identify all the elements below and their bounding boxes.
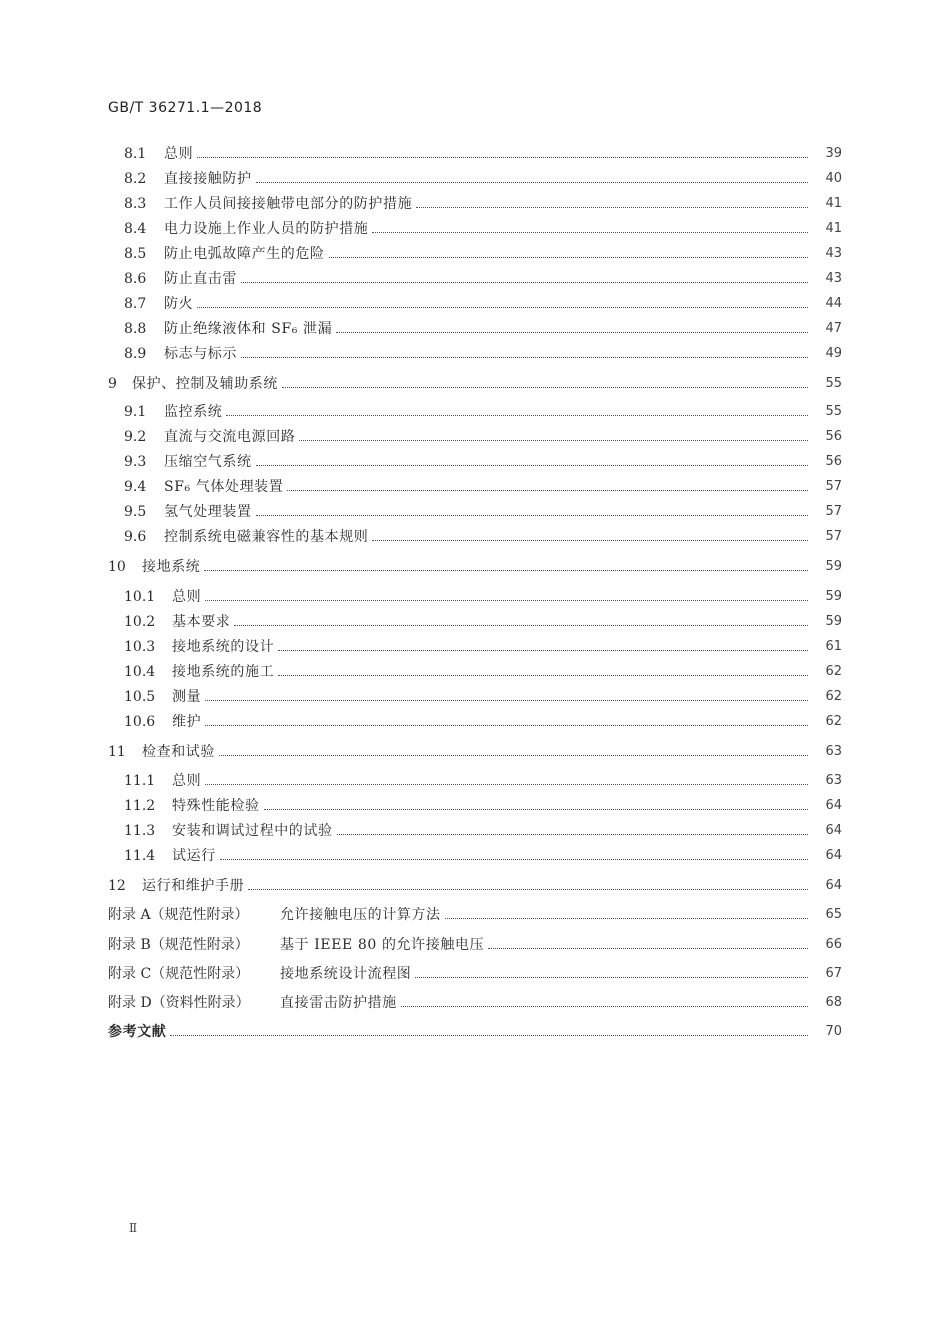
toc-entry-title: 检查和试验 [142,744,215,760]
dot-leader [256,464,808,466]
dot-leader [205,724,808,726]
toc-entry-title: 试运行 [172,848,216,864]
toc-entry-title: 接地系统的设计 [172,639,275,655]
toc-entry-title: 维护 [172,714,202,730]
toc-entry-page: 64 [825,878,842,893]
toc-entry[interactable] [0,526,950,548]
toc-entry-page: 43 [825,271,842,286]
dot-leader [299,439,808,441]
toc-entry-title: 总则 [172,773,202,789]
toc-entry-page: 59 [825,559,842,574]
dot-leader [401,1005,808,1007]
dot-leader [278,674,808,676]
toc-entry[interactable] [0,143,950,165]
toc-entry-number: 附录 C（规范性附录） [108,966,250,982]
dot-leader [488,947,808,949]
dot-leader [241,281,808,283]
page-number-footer: Ⅱ [129,1221,138,1235]
toc-entry-number: 10.1 [124,589,156,605]
toc-entry[interactable] [0,218,950,240]
dot-leader [282,386,808,388]
toc-entry-number: 10.5 [124,689,156,705]
toc-entry-page: 66 [825,937,842,952]
toc-entry-number: 8.7 [124,296,147,312]
toc-entry-title: 监控系统 [164,404,223,420]
toc-entry-title: 安装和调试过程中的试验 [172,823,333,839]
toc-entry-page: 55 [825,376,842,391]
toc-entry[interactable] [0,934,950,956]
toc-entry-title: 允许接触电压的计算方法 [280,907,441,923]
toc-entry-number: 11 [108,744,126,760]
toc-entry-page: 63 [825,773,842,788]
toc-entry[interactable] [0,501,950,523]
toc-entry-title: 直流与交流电源回路 [164,429,296,445]
toc-entry[interactable] [0,820,950,842]
toc-entry-title: 接地系统设计流程图 [280,966,412,982]
toc-entry-number: 11.4 [124,848,156,864]
toc-entry-number: 8.4 [124,221,147,237]
toc-entry[interactable] [0,770,950,792]
toc-entry-title: SF₆ 气体处理装置 [164,479,284,495]
toc-entry-number: 9.3 [124,454,147,470]
toc-entry-title: 接地系统的施工 [172,664,275,680]
toc-entry[interactable] [0,586,950,608]
dot-leader [234,624,808,626]
dot-leader [197,306,808,308]
toc-entry[interactable] [0,875,950,897]
toc-entry-number: 8.2 [124,171,147,187]
toc-entry-number: 10.4 [124,664,156,680]
toc-entry-title: 防火 [164,296,194,312]
toc-entry-number: 9.2 [124,429,147,445]
dot-leader [197,156,808,158]
dot-leader [287,489,808,491]
toc-entry-title: 压缩空气系统 [164,454,252,470]
toc-entry[interactable] [0,193,950,215]
toc-entry-title: 直接接触防护 [164,171,252,187]
toc-entry-title: 基于 IEEE 80 的允许接触电压 [280,937,485,953]
dot-leader [226,414,808,416]
toc-entry[interactable] [0,661,950,683]
toc-entry-page: 47 [825,321,842,336]
toc-entry[interactable] [0,845,950,867]
dot-leader [264,808,808,810]
toc-entry[interactable] [0,268,950,290]
toc-entry[interactable] [0,904,950,926]
toc-entry[interactable] [0,373,950,395]
toc-entry-page: 57 [825,479,842,494]
toc-entry-page: 59 [825,589,842,604]
dot-leader [219,754,808,756]
toc-entry-title: 氢气处理装置 [164,504,252,520]
toc-entry-title: 总则 [172,589,202,605]
toc-entry-title: 保护、控制及辅助系统 [132,376,278,392]
toc-entry[interactable] [0,426,950,448]
toc-entry-title: 工作人员间接接触带电部分的防护措施 [164,196,413,212]
toc-entry-page: 39 [825,146,842,161]
toc-entry-title: 防止电弧故障产生的危险 [164,246,325,262]
toc-entry[interactable] [0,343,950,365]
toc-entry-page: 62 [825,714,842,729]
dot-leader [256,514,808,516]
toc-entry-title: 运行和维护手册 [142,878,245,894]
toc-entry-title: 电力设施上作业人员的防护措施 [164,221,369,237]
toc-entry-page: 49 [825,346,842,361]
toc-entry-page: 56 [825,429,842,444]
dot-leader [337,833,808,835]
toc-entry-title: 标志与标示 [164,346,237,362]
toc-entry-number: 8.9 [124,346,147,362]
dot-leader [372,231,808,233]
toc-entry[interactable] [0,795,950,817]
toc-entry-number: 12 [108,878,126,894]
dot-leader [278,649,808,651]
toc-entry-page: 63 [825,744,842,759]
document-code-header: GB/T 36271.1—2018 [108,100,263,116]
dot-leader [205,599,808,601]
toc-entry-number: 10.3 [124,639,156,655]
toc-entry-page: 70 [825,1024,842,1039]
toc-entry-page: 57 [825,529,842,544]
dot-leader [204,569,808,571]
toc-entry-page: 64 [825,823,842,838]
toc-entry-page: 55 [825,404,842,419]
dot-leader [372,539,808,541]
toc-entry-page: 68 [825,995,842,1010]
toc-entry-page: 67 [825,966,842,981]
toc-entry-title: 参考文献 [108,1024,167,1040]
toc-entry[interactable] [0,476,950,498]
toc-entry-page: 40 [825,171,842,186]
toc-entry-number: 附录 B（规范性附录） [108,937,249,953]
toc-entry-number: 8.5 [124,246,147,262]
toc-entry-title: 基本要求 [172,614,231,630]
toc-entry-number: 11.2 [124,798,156,814]
toc-entry-page: 62 [825,664,842,679]
toc-entry-page: 64 [825,848,842,863]
toc-entry-number: 8.1 [124,146,147,162]
toc-entry-number: 11.3 [124,823,156,839]
toc-entry-number: 9.1 [124,404,147,420]
toc-entry[interactable] [0,401,950,423]
toc-entry[interactable] [0,963,950,985]
toc-entry-page: 44 [825,296,842,311]
toc-entry-title: 控制系统电磁兼容性的基本规则 [164,529,369,545]
toc-entry-number: 9.4 [124,479,147,495]
toc-entry-number: 8.3 [124,196,147,212]
toc-entry-number: 附录 A（规范性附录） [108,907,249,923]
toc-entry-number: 10 [108,559,126,575]
toc-entry-title: 直接雷击防护措施 [280,995,397,1011]
toc-entry[interactable] [0,1021,950,1043]
toc-entry-page: 62 [825,689,842,704]
dot-leader [205,699,808,701]
toc-entry-page: 65 [825,907,842,922]
toc-entry-number: 8.6 [124,271,147,287]
dot-leader [256,181,808,183]
toc-entry-number: 附录 D（资料性附录） [108,995,250,1011]
toc-entry[interactable] [0,318,950,340]
dot-leader [445,917,808,919]
toc-entry-page: 61 [825,639,842,654]
dot-leader [329,256,808,258]
toc-entry-number: 8.8 [124,321,147,337]
toc-entry-number: 9.5 [124,504,147,520]
toc-entry[interactable] [0,636,950,658]
toc-entry-title: 防止直击雷 [164,271,237,287]
toc-entry-title: 防止绝缘液体和 SF₆ 泄漏 [164,321,333,337]
toc-entry-title: 测量 [172,689,202,705]
toc-entry-number: 11.1 [124,773,156,789]
toc-entry-page: 56 [825,454,842,469]
dot-leader [220,858,808,860]
toc-entry[interactable] [0,168,950,190]
toc-entry[interactable] [0,243,950,265]
dot-leader [248,888,808,890]
toc-entry-number: 10.6 [124,714,156,730]
toc-entry[interactable] [0,686,950,708]
toc-entry-title: 接地系统 [142,559,201,575]
toc-entry[interactable] [0,741,950,763]
toc-entry[interactable] [0,992,950,1014]
toc-entry-page: 59 [825,614,842,629]
toc-entry-page: 43 [825,246,842,261]
toc-entry[interactable] [0,556,950,578]
toc-entry-number: 9 [108,376,117,392]
toc-entry[interactable] [0,451,950,473]
toc-entry-number: 10.2 [124,614,156,630]
toc-entry-title: 总则 [164,146,194,162]
toc-entry-page: 57 [825,504,842,519]
toc-entry[interactable] [0,711,950,733]
toc-entry-page: 41 [825,221,842,236]
toc-entry[interactable] [0,611,950,633]
toc-entry-number: 9.6 [124,529,147,545]
dot-leader [336,331,808,333]
dot-leader [205,783,808,785]
toc-entry-page: 41 [825,196,842,211]
dot-leader [416,206,808,208]
dot-leader [170,1034,808,1036]
toc-entry-title: 特殊性能检验 [172,798,260,814]
toc-entry-page: 64 [825,798,842,813]
dot-leader [241,356,808,358]
toc-entry[interactable] [0,293,950,315]
dot-leader [415,976,808,978]
